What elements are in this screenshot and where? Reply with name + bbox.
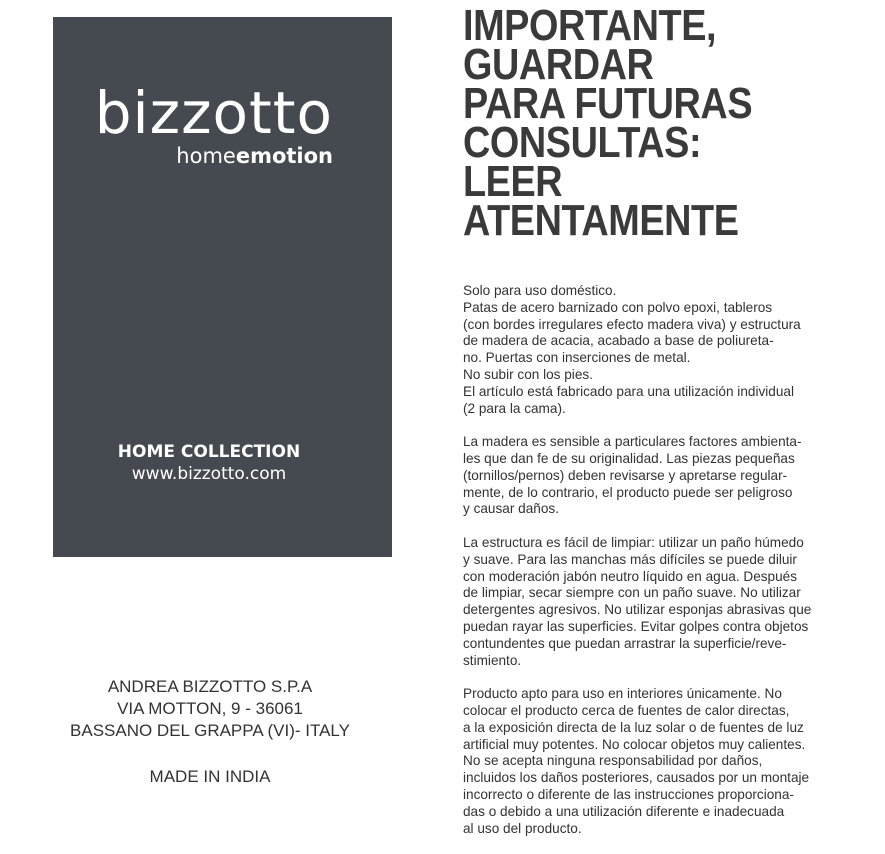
origin-label: MADE IN INDIA	[149, 767, 271, 786]
manufacturer-address	[53, 676, 367, 788]
city-address: BASSANO DEL GRAPPA (VI)- ITALY	[70, 721, 350, 740]
text-line: de madera de acacia, acabado a base de poliureta-	[463, 333, 774, 349]
brand-panel	[53, 17, 392, 557]
text-line: das o debido a una utilización diferente e inadecuada	[463, 803, 785, 819]
heading-line: PARA FUTURAS	[463, 79, 753, 128]
text-line: de limpiar, secar siempre con un paño suave. No utilizar	[463, 585, 801, 601]
text-line: stimiento.	[463, 652, 522, 668]
heading-line: LEER	[463, 157, 563, 206]
text-line: Patas de acero barnizado con polvo epoxi, tableros	[463, 299, 773, 315]
street-address: VIA MOTTON, 9 - 36061	[117, 699, 303, 718]
text-line: incluidos los daños posteriores, causados por un montaje	[463, 770, 810, 786]
paragraph-usage	[463, 283, 855, 417]
text-line: contundentes que puedan arrastrar la superficie/reve-	[463, 635, 787, 651]
text-line: El artículo está fabricado para una utilización individual	[463, 383, 794, 399]
text-line: La estructura es fácil de limpiar: utilizar un paño húmedo	[463, 534, 804, 550]
text-line: con moderación jabón neutro líquido en agua. Después	[463, 568, 798, 584]
page-heading	[463, 1, 816, 245]
text-line: Solo para uso doméstico.	[463, 283, 617, 298]
website-link: www.bizzotto.com	[131, 464, 287, 484]
heading-line: GUARDAR	[463, 40, 654, 89]
text-line: colocar el producto cerca de fuentes de calor directas,	[463, 702, 790, 718]
text-line: puedan rayar las superficies. Evitar golpes contra objetos	[463, 618, 809, 634]
text-line: incorrecto o diferente de las instrucciones proporciona-	[463, 786, 794, 802]
heading-line: ATENTAMENTE	[463, 196, 739, 245]
heading-line: CONSULTAS:	[463, 118, 702, 167]
text-line: detergentes agresivos. No utilizar esponjas abrasivas que	[463, 602, 812, 618]
text-line: (tornillos/pernos) deben revisarse y apretarse regular-	[463, 467, 788, 483]
brand-logo	[53, 79, 333, 169]
heading-line: IMPORTANTE,	[463, 1, 717, 50]
text-line: a la exposición directa de la luz solar o de fuentes de luz	[463, 719, 804, 735]
text-line: no. Puertas con inserciones de metal.	[463, 350, 691, 366]
paragraph-indoor	[463, 686, 855, 837]
logo-wordmark: bizzotto	[94, 79, 333, 147]
text-line: les que dan fe de su originalidad. Las piezas pequeñas	[463, 450, 795, 466]
text-line: No se acepta ninguna responsabilidad por daños,	[463, 753, 763, 769]
tagline-bold: emotion	[235, 144, 333, 168]
text-line: al uso del producto.	[463, 820, 582, 836]
text-line: (2 para la cama).	[463, 400, 566, 416]
text-line: y suave. Para las manchas más difíciles se puede diluir	[463, 551, 797, 567]
text-line: (con bordes irregulares efecto madera viva) y estructura	[463, 316, 801, 332]
text-line: mente, de lo contrario, el producto puede ser peligroso	[463, 484, 793, 500]
text-line: La madera es sensible a particulares factores ambienta-	[463, 434, 802, 450]
paragraph-cleaning	[463, 535, 855, 669]
company-name: ANDREA BIZZOTTO S.P.A	[107, 677, 313, 696]
text-line: artificial muy potentes. No colocar objetos muy calientes.	[463, 736, 806, 752]
text-line: Producto apto para uso en interiores únicamente. No	[463, 686, 782, 702]
text-line: y causar daños.	[463, 501, 559, 517]
text-line: No subir con los pies.	[463, 366, 593, 382]
instructions-text	[463, 283, 855, 854]
tagline-light: home	[176, 144, 236, 168]
collection-block	[53, 441, 365, 485]
collection-title: HOME COLLECTION	[117, 442, 301, 462]
paragraph-wood	[463, 434, 855, 518]
